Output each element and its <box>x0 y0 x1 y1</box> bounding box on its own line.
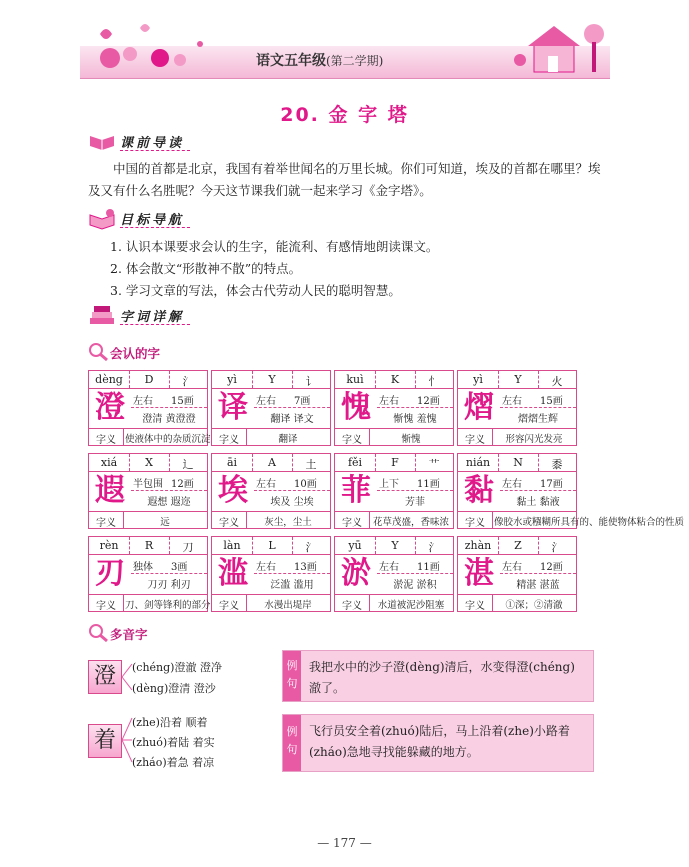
pinyin: yì <box>473 373 483 386</box>
polyphone-label: 多音字 <box>110 627 148 642</box>
meaning-row <box>89 428 211 446</box>
structure: 独体 <box>133 562 153 573</box>
magnifier-icon <box>88 623 110 643</box>
character: 遐 <box>95 473 125 508</box>
magnifier-icon <box>88 342 110 362</box>
polyphone-reading: (dèng)澄清 澄沙 <box>132 682 216 695</box>
meaning: 刀、剑等锋利的部分 <box>125 600 211 611</box>
stroke-count: 12画 <box>417 396 440 407</box>
recognize-chars-heading <box>88 342 288 362</box>
character: 熠 <box>464 390 494 425</box>
meaning-row <box>335 511 453 529</box>
stroke-count: 12画 <box>540 562 563 573</box>
character: 澄 <box>95 390 125 425</box>
structure: 半包围 <box>133 479 163 490</box>
structure-row <box>500 556 576 574</box>
radical: 氵 <box>428 541 440 554</box>
meaning: 灰尘，尘土 <box>264 517 312 528</box>
pinyin: xiá <box>100 456 118 469</box>
example-words: 泛滥 滥用 <box>270 580 314 591</box>
initial-letter: Y <box>391 539 399 552</box>
example-words: 澄清 黄澄澄 <box>142 414 196 425</box>
card-header-row <box>335 371 453 389</box>
goals-list <box>110 236 610 302</box>
structure: 左右 <box>133 396 153 407</box>
structure: 左右 <box>502 479 522 490</box>
meaning-row <box>212 594 330 612</box>
example-words: 淤泥 淤积 <box>393 580 437 591</box>
stroke-count: 17画 <box>540 479 563 490</box>
meaning-row <box>89 511 207 529</box>
polyphone-char: 着 <box>88 724 122 758</box>
meaning-label: 字义 <box>96 435 116 446</box>
char-card <box>88 536 211 612</box>
card-header-row <box>89 371 207 389</box>
radical: 氵 <box>305 541 317 554</box>
char-card <box>457 536 577 612</box>
char-card <box>211 370 331 446</box>
example-sentence: 飞行员安全着(zhuó)陆后，马上沿着(zhe)小路着(zháo)急地寻找能躲藏的地方。 <box>309 724 570 759</box>
meaning-row <box>458 428 576 446</box>
goals-heading-label: 目标导航 <box>120 213 185 228</box>
meaning-label: 字义 <box>465 518 485 529</box>
stroke-count: 10画 <box>294 479 317 490</box>
meaning-row <box>89 594 211 612</box>
meaning: 水道被泥沙阻塞 <box>377 600 445 611</box>
structure-row <box>377 473 453 491</box>
example-words: 芳菲 <box>405 497 425 508</box>
house-decoration-icon <box>510 14 610 78</box>
radical: 火 <box>551 375 563 388</box>
radical: 氵 <box>551 541 563 554</box>
meaning: 形容闪光发亮 <box>505 434 563 445</box>
structure-row <box>254 473 330 491</box>
char-card <box>211 536 331 612</box>
character: 菲 <box>341 473 371 508</box>
char-card <box>334 453 454 529</box>
character: 埃 <box>218 473 248 508</box>
meaning-label: 字义 <box>219 518 239 529</box>
book-icon <box>88 130 116 152</box>
radical: 讠 <box>305 375 317 388</box>
meaning-label: 字义 <box>465 435 485 446</box>
initial-letter: N <box>513 456 523 469</box>
meaning-label: 字义 <box>342 518 362 529</box>
char-card <box>88 453 208 529</box>
books-stack-icon <box>88 304 116 326</box>
page-number: — 177 — <box>317 836 372 850</box>
initial-letter: F <box>391 456 399 469</box>
goals-section-heading <box>88 207 288 229</box>
pinyin: kuì <box>346 373 364 386</box>
initial-letter: X <box>145 456 153 469</box>
structure-row <box>254 390 330 408</box>
radical: 辶 <box>182 458 194 471</box>
lesson-title: 20. 金 字 塔 <box>280 104 409 126</box>
book-title: 语文五年级 <box>256 53 326 69</box>
pinyin: zhàn <box>464 539 492 552</box>
pinyin: āi <box>226 456 238 469</box>
char-card <box>334 536 454 612</box>
character: 愧 <box>341 390 371 425</box>
structure-row <box>500 473 576 491</box>
meaning-row <box>335 428 453 446</box>
card-header-row <box>212 371 330 389</box>
stroke-count: 7画 <box>294 396 311 407</box>
card-header-row <box>458 454 576 472</box>
meaning-row <box>212 428 330 446</box>
stroke-count: 12画 <box>171 479 194 490</box>
polyphone-reading: (zhe)沿着 顺着 <box>132 716 208 729</box>
example-box <box>282 650 594 702</box>
initial-letter: K <box>390 373 400 386</box>
character: 滥 <box>218 556 248 591</box>
meaning-label: 字义 <box>96 601 116 612</box>
meaning: 像胶水或糨糊所具有的、能使物体粘合的性质 <box>494 517 685 528</box>
pinyin: nián <box>465 456 491 469</box>
character: 译 <box>218 390 248 425</box>
open-book-icon <box>88 207 116 229</box>
card-header-row <box>335 454 453 472</box>
pinyin: dèng <box>95 373 123 386</box>
character: 湛 <box>464 556 494 591</box>
card-header-row <box>89 454 207 472</box>
character: 黏 <box>464 473 494 508</box>
meaning-label: 字义 <box>342 601 362 612</box>
char-card <box>88 370 211 446</box>
stroke-count: 15画 <box>171 396 194 407</box>
meaning: 惭愧 <box>401 434 421 445</box>
structure-row <box>131 556 207 574</box>
polyphone-reading: (chéng)澄澈 澄净 <box>132 661 222 674</box>
polyphone-char: 澄 <box>88 660 122 694</box>
stroke-count: 11画 <box>417 562 440 573</box>
meaning: 水漫出堤岸 <box>264 600 312 611</box>
initial-letter: Z <box>514 539 522 552</box>
char-card <box>457 370 577 446</box>
stroke-count: 3画 <box>171 562 188 573</box>
meaning: 远 <box>160 517 170 528</box>
pinyin: yì <box>227 373 237 386</box>
example-words: 惭愧 羞愧 <box>393 414 437 425</box>
initial-letter: Y <box>268 373 276 386</box>
card-header-row <box>212 537 330 555</box>
card-header-row <box>212 454 330 472</box>
structure-row <box>131 473 207 491</box>
example-words: 精湛 湛蓝 <box>516 580 560 591</box>
example-sentence: 我把水中的沙子澄(dèng)清后，水变得澄(chéng)澈了。 <box>309 660 575 695</box>
structure-row <box>500 390 576 408</box>
meaning-row <box>335 594 453 612</box>
example-words: 刀刃 利刃 <box>147 580 191 591</box>
radical: 氵 <box>182 375 194 388</box>
char-card <box>457 453 685 529</box>
structure: 左右 <box>256 396 276 407</box>
card-header-row <box>458 537 576 555</box>
flower-decoration-icon <box>80 14 220 78</box>
semester-label: (第二学期) <box>326 54 384 68</box>
preview-text: 中国的首都是北京，我国有着举世闻名的万里长城。你们可知道，埃及的首都在哪里？埃及又有什么名胜呢？今天这节课我们就一起来学习《金字塔》。 <box>88 161 601 198</box>
character: 淤 <box>341 556 371 591</box>
card-header-row <box>458 371 576 389</box>
goal-item: 2. 体会散文“形散神不散”的特点。 <box>110 261 302 276</box>
meaning: 花草茂盛，香味浓 <box>372 517 449 528</box>
example-words: 遐想 遐迩 <box>147 497 191 508</box>
card-header-row <box>89 537 207 555</box>
pinyin: làn <box>223 539 241 552</box>
goal-item: 1. 认识本课要求会认的生字，能流利、有感情地朗读课文。 <box>110 239 439 254</box>
meaning-label: 字义 <box>219 435 239 446</box>
pinyin: fěi <box>347 456 363 469</box>
character: 刃 <box>95 556 125 591</box>
goal-item: 3. 学习文章的写法，体会古代劳动人民的聪明智慧。 <box>110 283 401 298</box>
structure: 上下 <box>379 479 399 490</box>
initial-letter: D <box>144 373 154 386</box>
example-words: 熠熠生辉 <box>518 414 558 425</box>
radical: 艹 <box>428 458 440 471</box>
radical: 土 <box>305 458 317 471</box>
structure: 左右 <box>379 396 399 407</box>
preview-heading-label: 课前导读 <box>120 136 185 151</box>
polyphone-reading: (zhuó)着陆 着实 <box>132 736 215 749</box>
initial-letter: L <box>268 539 276 552</box>
structure: 左右 <box>379 562 399 573</box>
structure: 左右 <box>256 562 276 573</box>
meaning-row <box>212 511 330 529</box>
meaning: 使液体中的杂质沉淀 <box>125 434 211 445</box>
meaning: 翻译 <box>278 434 298 445</box>
example-tag: 例 句 <box>283 715 301 771</box>
meaning-row <box>458 594 576 612</box>
polyphone-heading <box>88 623 288 643</box>
stroke-count: 11画 <box>417 479 440 490</box>
structure-row <box>131 390 207 408</box>
stroke-count: 15画 <box>540 396 563 407</box>
char-card <box>334 370 454 446</box>
example-box <box>282 714 594 772</box>
radical: 忄 <box>428 375 440 388</box>
meaning-label: 字义 <box>96 518 116 529</box>
structure-row <box>377 556 453 574</box>
pinyin: rèn <box>99 539 119 552</box>
preview-section-heading <box>88 130 288 152</box>
radical: 刀 <box>182 541 194 554</box>
structure: 左右 <box>256 479 276 490</box>
recognize-chars-label: 会认的字 <box>110 346 161 361</box>
initial-letter: R <box>144 539 154 552</box>
pinyin: yū <box>348 539 362 552</box>
structure: 左右 <box>502 562 522 573</box>
meaning-row <box>458 511 685 529</box>
stroke-count: 13画 <box>294 562 317 573</box>
example-words: 埃及 尘埃 <box>270 497 314 508</box>
structure-row <box>377 390 453 408</box>
card-header-row <box>335 537 453 555</box>
meaning: ①深；②清澈 <box>505 600 563 611</box>
meaning-label: 字义 <box>219 601 239 612</box>
example-words: 翻译 译文 <box>270 414 314 425</box>
words-section-heading <box>88 304 288 326</box>
structure: 左右 <box>502 396 522 407</box>
initial-letter: A <box>268 456 276 469</box>
radical: 黍 <box>551 458 563 471</box>
char-card <box>211 453 331 529</box>
polyphone-reading: (zháo)着急 着凉 <box>132 756 215 769</box>
initial-letter: Y <box>514 373 522 386</box>
meaning-label: 字义 <box>342 435 362 446</box>
example-tag: 例 句 <box>283 651 301 701</box>
structure-row <box>254 556 330 574</box>
page-header <box>80 14 610 80</box>
meaning-label: 字义 <box>465 601 485 612</box>
words-heading-label: 字词详解 <box>120 310 185 325</box>
example-words: 黏土 黏液 <box>516 497 560 508</box>
